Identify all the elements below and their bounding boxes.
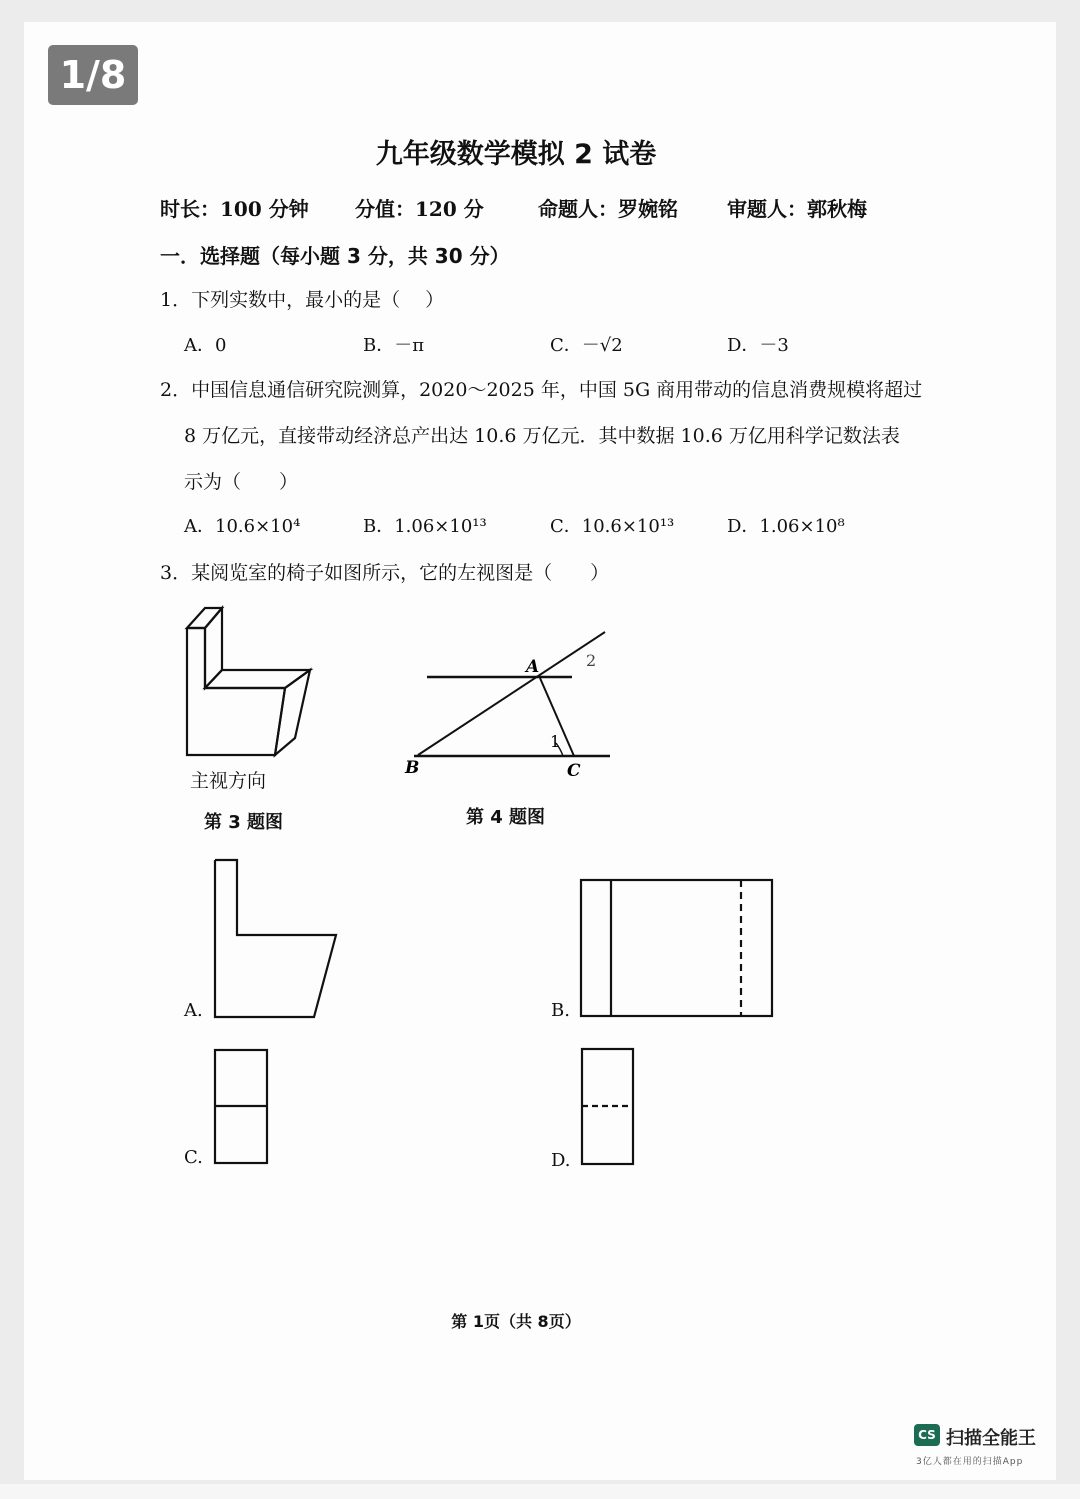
exam-score: 分值：120 分	[355, 197, 484, 221]
camscanner-name: 扫描全能王	[946, 1428, 1036, 1449]
question-1-option-a: A．0	[184, 335, 227, 356]
page-footer: 第 1页（共 8页）	[451, 1312, 581, 1331]
view-direction-label: 主视方向	[190, 770, 267, 792]
choice-b-label: B.	[551, 1000, 570, 1021]
question-3-stem: 3．某阅览室的椅子如图所示，它的左视图是（ ）	[160, 562, 610, 584]
exam-reviewer: 审题人：郭秋梅	[727, 197, 867, 221]
question-2-option-a: A．10.6×10⁴	[184, 516, 301, 537]
exam-duration: 时长：100 分钟	[160, 197, 309, 221]
figure-4-caption: 第 4 题图	[466, 807, 546, 828]
choice-d-drawing	[577, 1044, 639, 1170]
choice-c-drawing	[210, 1045, 272, 1169]
question-2-line-1: 2．中国信息通信研究院测算，2020～2025 年，中国 5G 商用带动的信息消费规模将超过	[160, 379, 923, 401]
question-1-option-c: C．－√2	[550, 335, 623, 356]
question-2-line-2: 8 万亿元，直接带动经济总产出达 10.6 万亿元．其中数据 10.6 万亿用科学记数法表	[184, 425, 900, 447]
question-2-option-c: C．10.6×10¹³	[550, 516, 675, 537]
angle-1-label: 1	[550, 732, 561, 751]
choice-c-label: C.	[184, 1147, 203, 1168]
exam-author: 命题人：罗婉铭	[538, 197, 678, 221]
choice-a-drawing	[210, 855, 345, 1025]
question-2-line-3: 示为（ ）	[184, 471, 299, 493]
point-b-label: B	[405, 758, 420, 778]
point-c-label: C	[567, 761, 581, 781]
figure-3-caption: 第 3 题图	[204, 812, 284, 833]
question-1-option-b: B．－π	[363, 335, 425, 356]
question-1-option-d: D．－3	[727, 335, 789, 356]
choice-b-drawing	[576, 875, 778, 1023]
angle-2-label: 2	[586, 651, 597, 670]
section-heading: 一．选择题（每小题 3 分，共 30 分）	[160, 244, 510, 268]
question-2-option-d: D．1.06×10⁸	[727, 516, 845, 537]
camscanner-logo: CS	[914, 1424, 940, 1446]
exam-title: 九年级数学模拟 2 试卷	[375, 139, 657, 170]
page-indicator: 1/8	[48, 45, 138, 105]
viewer-bottom-edge	[0, 1484, 1080, 1499]
point-a-label: A	[526, 657, 540, 677]
choice-a-label: A.	[184, 1000, 203, 1021]
choice-d-label: D.	[551, 1150, 571, 1171]
question-1-stem: 1．下列实数中，最小的是（ ）	[160, 289, 445, 311]
figure-3-chair	[175, 600, 325, 765]
figure-4-geometry	[400, 620, 640, 785]
question-2-option-b: B．1.06×10¹³	[363, 516, 487, 537]
camscanner-tagline: 3亿人都在用的扫描App	[916, 1457, 1024, 1467]
